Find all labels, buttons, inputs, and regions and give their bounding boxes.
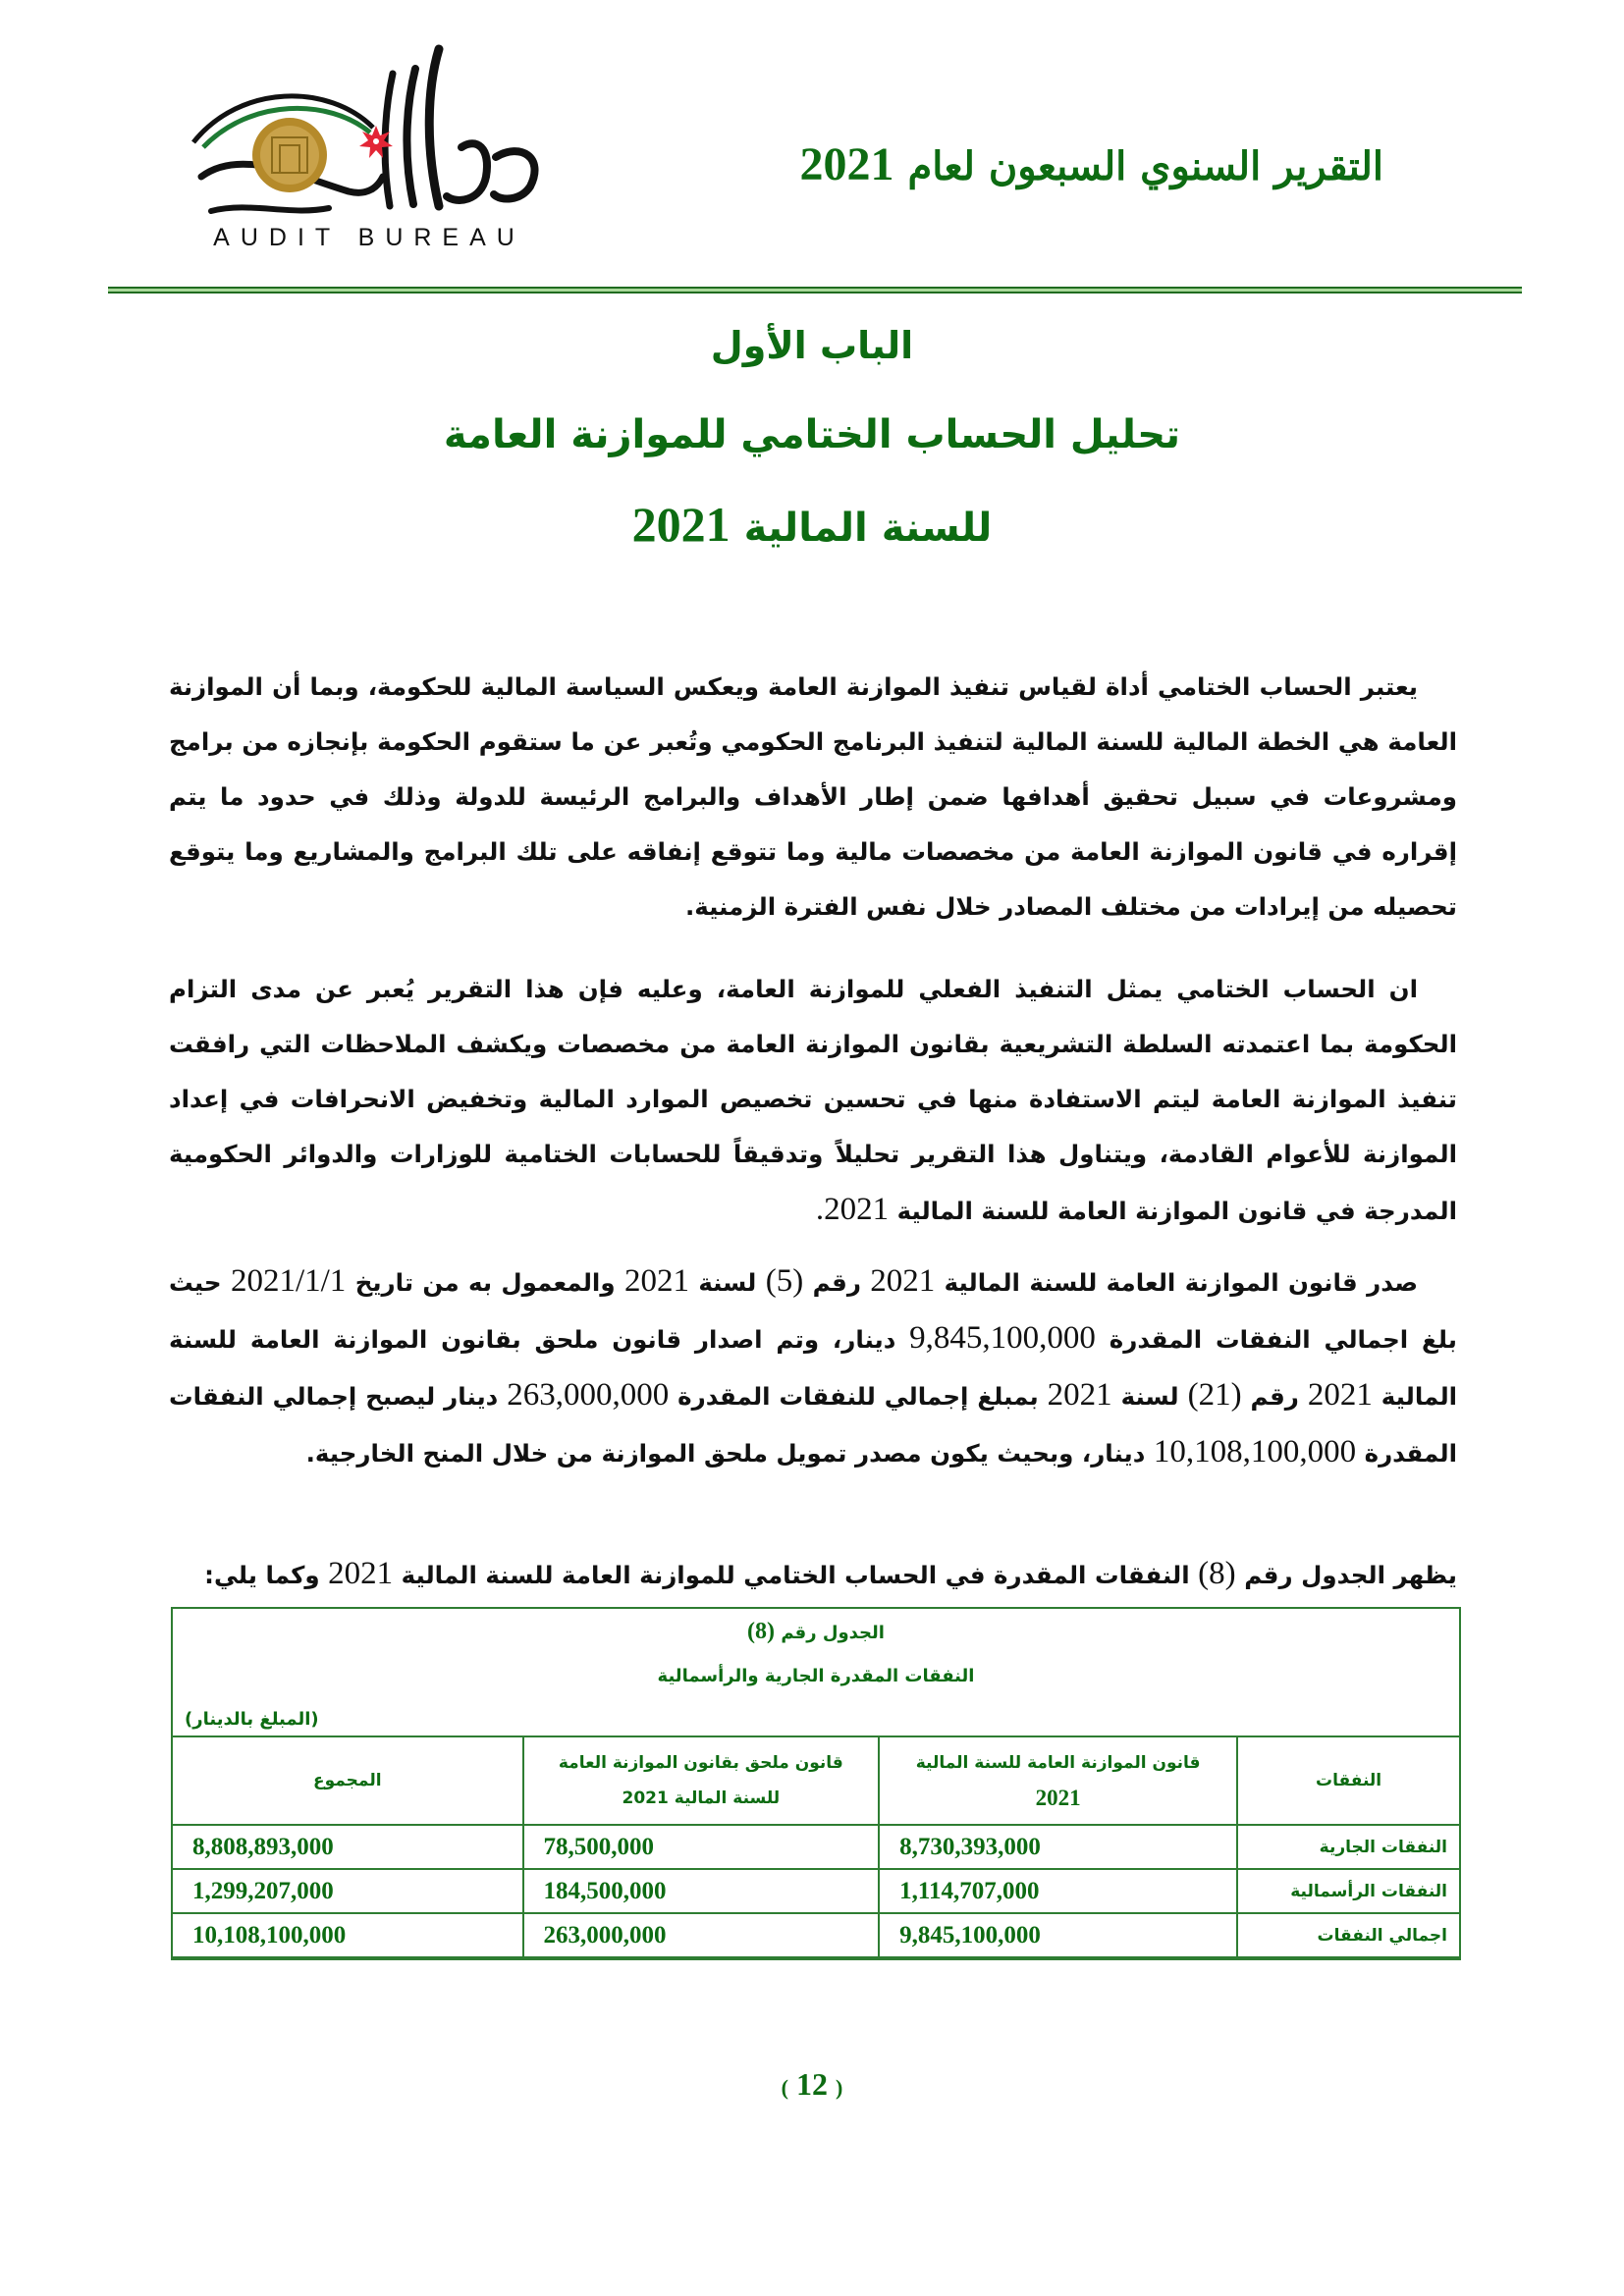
- text-span: بمبلغ إجمالي للنفقات المقدرة: [677, 1382, 1039, 1411]
- total-cell: 8,808,893,000: [172, 1825, 523, 1869]
- column-header: [172, 1736, 523, 1825]
- table-row: [172, 1869, 1460, 1913]
- text-span: وكما يلي:: [204, 1561, 320, 1589]
- column-header-label: قانون ملحق بقانون الموازنة العامة: [558, 1753, 843, 1773]
- expenditure-data-table: [171, 1735, 1461, 1958]
- paragraph-3: [169, 1254, 1457, 1481]
- table-unit: (المبلغ بالدينار): [185, 1709, 319, 1730]
- budget-cell: 8,730,393,000: [879, 1825, 1237, 1869]
- table-row: [172, 1913, 1460, 1957]
- amount-span: 263,000,000: [507, 1377, 670, 1413]
- supplement-cell: 78,500,000: [523, 1825, 880, 1869]
- number-span: (8): [1198, 1556, 1236, 1591]
- audit-bureau-logo: [182, 29, 555, 255]
- column-header: [523, 1736, 880, 1825]
- paragraph-1: [169, 660, 1457, 934]
- column-header: [1237, 1736, 1460, 1825]
- number-span: 2021: [1307, 1377, 1373, 1413]
- paragraph-3-text: [169, 1254, 1457, 1481]
- expenditure-table: [171, 1607, 1461, 1960]
- text-span: دينار، وتم اصدار قانون ملحق بقانون الموازنة العامة للسنة المالية: [169, 1325, 1458, 1411]
- total-cell: 1,299,207,000: [172, 1869, 523, 1913]
- text-span: صدر قانون الموازنة العامة للسنة المالية: [944, 1268, 1419, 1297]
- page-number-value: 12: [796, 2066, 828, 2102]
- table-row: [172, 1825, 1460, 1869]
- report-title-text: التقرير السنوي السبعون لعام: [907, 143, 1383, 189]
- column-header: [879, 1736, 1237, 1825]
- table-title-number: (8): [747, 1619, 776, 1644]
- row-label: اجمالي النفقات: [1237, 1913, 1460, 1957]
- amount-span: 9,845,100,000: [909, 1320, 1096, 1356]
- number-span: 2021: [328, 1556, 394, 1591]
- number-span: 2021: [1047, 1377, 1112, 1413]
- column-header-sub: 2021: [1035, 1786, 1081, 1810]
- budget-cell: 9,845,100,000: [879, 1913, 1237, 1957]
- paragraph-1-text: يعتبر الحساب الختامي أداة لقياس تنفيذ الموازنة العامة ويعكس السياسة المالية للحكومة، وبما أن الموازنة العامة هي الخطة المالية للسنة المالية لتنفيذ البرنامج الحكومي وتُعبر عن ما ستقوم الحكومة بإنجازه من برامج ومشروعات في سبيل تحقيق أهدافها ضمن إطار الأهداف والبرامج الرئيسة للدولة وذلك في حدود ما يتم إقراره في قانون الموازنة العامة من مخصصات مالية وما تتوقع إنفاقه على تلك البرامج والمشاريع وما يتوقع تحصيله من إيرادات من مختلف المصادر خلال نفس الفترة الزمنية.: [169, 672, 1457, 921]
- report-title: [800, 137, 1383, 191]
- chapter-label: الباب الأول: [710, 324, 914, 367]
- table-intro: [169, 1556, 1457, 1592]
- column-header-label: النفقات: [1316, 1771, 1382, 1790]
- row-label: النفقات الجارية: [1237, 1825, 1460, 1869]
- report-year: 2021: [799, 138, 894, 190]
- row-label: النفقات الرأسمالية: [1237, 1869, 1460, 1913]
- header-divider: [108, 287, 1522, 294]
- audit-bureau-logo-icon: [182, 29, 555, 226]
- paragraph-2: [169, 962, 1457, 1239]
- text-span: رقم: [812, 1268, 861, 1297]
- amount-span: 10,108,100,000: [1153, 1434, 1357, 1469]
- supplement-cell: 263,000,000: [523, 1913, 880, 1957]
- paren: (: [781, 2075, 788, 2100]
- table-title: [173, 1619, 1459, 1645]
- number-span: (21): [1187, 1377, 1242, 1413]
- date-span: 2021/1/1: [230, 1263, 347, 1299]
- chapter-subtitle-year: 2021: [631, 497, 731, 552]
- text-span: دينار، وبحيث يكون مصدر تمويل ملحق الموازنة من خلال المنح الخارجية.: [305, 1439, 1146, 1468]
- text-span: حيث بلغ اجمالي النفقات المقدرة: [169, 1268, 1457, 1354]
- total-cell: 10,108,100,000: [172, 1913, 523, 1957]
- chapter-subtitle: [0, 496, 1624, 553]
- text-span: رقم: [1250, 1382, 1299, 1411]
- table-subtitle: النفقات المقدرة الجارية والرأسمالية: [657, 1666, 975, 1686]
- chapter-subtitle-prefix: للسنة المالية: [743, 506, 993, 551]
- budget-cell: 1,114,707,000: [879, 1869, 1237, 1913]
- paragraph-2-body: ان الحساب الختامي يمثل التنفيذ الفعلي للموازنة العامة، وعليه فإن هذا التقرير يُعبر عن مدى التزام الحكومة بما اعتمدته السلطة التشريعية بقانون الموازنة العامة من مخصصات ويكشف الملاحظات التي رافقت تنفيذ الموازنة العامة ليتم الاستفادة منها في تحسين تخصيص الموارد المالية وتخفيض الانحرافات في إعداد الموازنة للأعوام القادمة، ويتناول هذا التقرير تحليلاً وتدقيقاً للحسابات الختامية للوزارات والدوائر الحكومية المدرجة في قانون الموازنة العامة للسنة المالية: [169, 975, 1457, 1225]
- text-span: لسنة: [1120, 1382, 1179, 1411]
- paren: ): [836, 2075, 843, 2100]
- column-header-label: المجموع: [313, 1771, 382, 1790]
- text-span: النفقات المقدرة في الحساب الختامي للموازنة العامة للسنة المالية: [401, 1561, 1190, 1589]
- chapter-title: تحليل الحساب الختامي للموازنة العامة: [443, 412, 1181, 457]
- page-number: [0, 2066, 1624, 2103]
- logo-caption: AUDIT BUREAU: [213, 224, 525, 251]
- number-span: 2021: [870, 1263, 936, 1299]
- text-span: لسنة: [698, 1268, 757, 1297]
- number-span: 2021: [623, 1263, 689, 1299]
- text-span: يظهر الجدول رقم: [1244, 1561, 1457, 1589]
- paragraph-2-text: [169, 962, 1457, 1239]
- number-span: (5): [765, 1263, 804, 1299]
- text-span: والمعمول به من تاريخ: [354, 1268, 616, 1297]
- paragraph-2-year: 2021.: [815, 1192, 890, 1227]
- supplement-cell: 184,500,000: [523, 1869, 880, 1913]
- text-span: دينار ليصبح إجمالي النفقات المقدرة: [169, 1382, 1457, 1468]
- column-header-sub: للسنة المالية 2021: [622, 1789, 781, 1808]
- column-header-label: قانون الموازنة العامة للسنة المالية: [915, 1753, 1201, 1773]
- table-header-row: [172, 1736, 1460, 1825]
- table-title-prefix: الجدول رقم: [781, 1623, 885, 1643]
